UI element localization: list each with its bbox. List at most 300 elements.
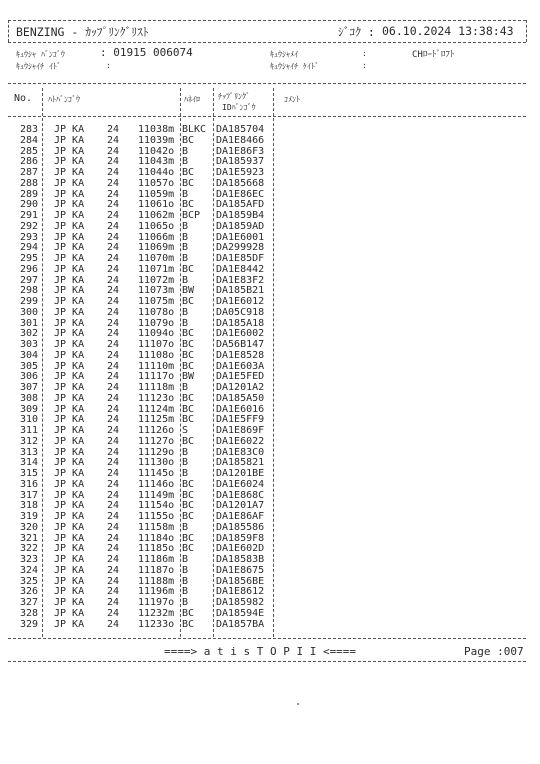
- row-feather-color: B: [182, 586, 189, 598]
- row-hato-prefix: JP KA: [54, 511, 85, 522]
- row-feather-color: BC: [182, 134, 195, 146]
- row-ring-number: 11124m: [138, 403, 175, 415]
- row-chip-id: DA1E869F: [216, 425, 265, 436]
- row-number: 289: [19, 188, 38, 200]
- row-chip-id: DA56B147: [216, 339, 265, 350]
- row-hato-prefix: JP KA: [54, 575, 85, 587]
- row-ring-number: 11039m: [138, 134, 175, 146]
- row-feather-color: B: [182, 306, 189, 318]
- row-feather-color: B: [182, 564, 189, 576]
- row-ring-number: 11108o: [138, 349, 175, 361]
- row-hato-prefix: JP KA: [54, 274, 85, 286]
- row-chip-id: DA1E86F3: [216, 145, 265, 157]
- row-feather-color: B: [182, 156, 189, 168]
- row-number: 318: [19, 500, 38, 512]
- kyushaichi-keido-label: ｷｭｳｼｬｲﾁ ｹｲﾄﾞ: [270, 62, 319, 71]
- row-hato-prefix: JP KA: [54, 317, 85, 329]
- row-number: 309: [19, 403, 38, 415]
- row-year: 24: [107, 177, 120, 189]
- row-chip-id: DA185A18: [216, 317, 265, 329]
- row-ring-number: 11185o: [138, 543, 175, 555]
- column-header-bottom-border: [8, 116, 526, 117]
- row-chip-id: DA185937: [216, 156, 265, 168]
- row-chip-id: DA1E83F2: [216, 274, 265, 286]
- kyushaichi-ido-sep: :: [106, 61, 111, 70]
- kyusha-mei-sep: :: [362, 49, 367, 58]
- row-hato-prefix: JP KA: [54, 188, 85, 200]
- row-feather-color: B: [182, 468, 189, 479]
- row-hato-prefix: JP KA: [54, 199, 85, 211]
- row-year: 24: [107, 360, 120, 372]
- row-feather-color: BC: [182, 360, 195, 372]
- row-year: 24: [107, 134, 120, 146]
- row-year: 24: [107, 414, 120, 426]
- row-feather-color: B: [182, 253, 189, 264]
- row-feather-color: B: [182, 242, 189, 254]
- row-year: 24: [107, 457, 120, 469]
- row-year: 24: [107, 274, 120, 286]
- row-number: 307: [19, 382, 38, 393]
- row-chip-id: DA1E6022: [216, 435, 265, 447]
- row-feather-color: B: [182, 231, 189, 243]
- row-feather-color: BC: [182, 177, 195, 189]
- row-hato-prefix: JP KA: [54, 403, 85, 415]
- row-number: 306: [19, 371, 38, 383]
- row-hato-prefix: JP KA: [54, 500, 85, 512]
- row-chip-id: DA1E86AF: [216, 511, 265, 522]
- row-ring-number: 11126o: [138, 425, 175, 436]
- row-ring-number: 11146o: [138, 478, 175, 490]
- row-year: 24: [107, 435, 120, 447]
- row-feather-color: BLKC: [182, 124, 207, 135]
- row-number: 327: [19, 597, 38, 608]
- row-hato-prefix: JP KA: [54, 124, 85, 135]
- row-feather-color: B: [182, 457, 189, 469]
- row-hato-prefix: JP KA: [54, 167, 85, 178]
- table-row: [0, 265, 540, 276]
- row-feather-color: BC: [182, 532, 195, 544]
- row-ring-number: 11233o: [138, 618, 175, 630]
- row-number: 299: [19, 296, 38, 307]
- row-feather-color: BW: [182, 371, 195, 383]
- header-right-border: [526, 20, 527, 42]
- time-label: ｼﾞｺｸ :: [338, 25, 375, 39]
- row-feather-color: BC: [182, 167, 195, 178]
- row-number: 291: [19, 210, 38, 221]
- row-ring-number: 11155o: [138, 511, 175, 522]
- column-comment: ｺﾒﾝﾄ: [284, 95, 300, 104]
- row-year: 24: [107, 124, 120, 135]
- row-year: 24: [107, 296, 120, 307]
- row-chip-id: DA1E83C0: [216, 446, 265, 458]
- row-hato-prefix: JP KA: [54, 328, 85, 340]
- row-year: 24: [107, 392, 120, 404]
- row-hato-prefix: JP KA: [54, 618, 85, 630]
- row-ring-number: 11197o: [138, 597, 175, 608]
- row-number: 324: [19, 564, 38, 576]
- row-hato-prefix: JP KA: [54, 532, 85, 544]
- table-row: [0, 351, 540, 362]
- row-chip-id: DA1E6002: [216, 328, 265, 340]
- table-row: [0, 394, 540, 405]
- row-ring-number: 11069m: [138, 242, 175, 254]
- row-number: 312: [19, 435, 38, 447]
- row-feather-color: BC: [182, 263, 195, 275]
- row-number: 326: [19, 586, 38, 598]
- column-no: No.: [14, 93, 33, 104]
- row-chip-id: DA1E5FED: [216, 371, 265, 383]
- row-year: 24: [107, 371, 120, 383]
- row-number: 317: [19, 489, 38, 501]
- row-feather-color: B: [182, 274, 189, 286]
- row-feather-color: BC: [182, 618, 195, 630]
- header-bottom-border: [8, 42, 526, 43]
- row-hato-prefix: JP KA: [54, 478, 85, 490]
- row-number: 310: [19, 414, 38, 426]
- row-year: 24: [107, 403, 120, 415]
- table-row: [0, 620, 540, 631]
- row-hato-prefix: JP KA: [54, 543, 85, 555]
- row-ring-number: 11044o: [138, 167, 175, 178]
- row-year: 24: [107, 618, 120, 630]
- row-chip-id: DA1E5FF9: [216, 414, 265, 426]
- time-value: 06.10.2024 13:38:43: [382, 24, 514, 38]
- row-chip-id: DA1859AD: [216, 220, 265, 232]
- row-hato-prefix: JP KA: [54, 597, 85, 608]
- row-number: 293: [19, 231, 38, 243]
- kyusha-bango-label: ｷｭｳｼｬ ﾊﾞﾝｺﾞｳ: [16, 50, 65, 59]
- row-chip-id: DA185668: [216, 177, 265, 189]
- row-number: 295: [19, 253, 38, 264]
- row-ring-number: 11184o: [138, 532, 175, 544]
- row-chip-id: DA1201A7: [216, 500, 265, 512]
- row-hato-prefix: JP KA: [54, 554, 85, 565]
- row-year: 24: [107, 220, 120, 232]
- scan-speck: [297, 703, 299, 705]
- row-number: 290: [19, 199, 38, 211]
- row-hato-prefix: JP KA: [54, 349, 85, 361]
- row-year: 24: [107, 564, 120, 576]
- row-hato-prefix: JP KA: [54, 156, 85, 168]
- table-row: [0, 308, 540, 319]
- row-chip-id: DA299928: [216, 242, 265, 254]
- row-number: 329: [19, 618, 38, 630]
- row-hato-prefix: JP KA: [54, 446, 85, 458]
- row-hato-prefix: JP KA: [54, 263, 85, 275]
- row-number: 321: [19, 532, 38, 544]
- row-hato-prefix: JP KA: [54, 607, 85, 619]
- row-chip-id: DA185704: [216, 124, 265, 135]
- row-number: 301: [19, 317, 38, 329]
- row-hato-prefix: JP KA: [54, 414, 85, 426]
- row-hato-prefix: JP KA: [54, 382, 85, 393]
- row-number: 314: [19, 457, 38, 469]
- row-chip-id: DA1201A2: [216, 382, 265, 393]
- row-number: 304: [19, 349, 38, 361]
- row-feather-color: B: [182, 145, 189, 157]
- page-number: Page :007: [464, 645, 524, 658]
- row-hato-prefix: JP KA: [54, 392, 85, 404]
- row-number: 315: [19, 468, 38, 479]
- row-feather-color: B: [182, 521, 189, 533]
- row-feather-color: B: [182, 220, 189, 232]
- row-feather-color: BC: [182, 349, 195, 361]
- row-feather-color: BC: [182, 478, 195, 490]
- row-ring-number: 11107o: [138, 339, 175, 350]
- row-ring-number: 11075m: [138, 296, 175, 307]
- row-ring-number: 11038m: [138, 124, 175, 135]
- row-number: 323: [19, 554, 38, 565]
- column-hane-iro: ﾊﾈｲﾛ: [184, 95, 200, 104]
- row-ring-number: 11127o: [138, 435, 175, 447]
- row-chip-id: DA1E5923: [216, 167, 265, 178]
- row-year: 24: [107, 167, 120, 178]
- row-chip-id: DA1E6024: [216, 478, 265, 490]
- kyusha-bango-value: : 01915 006074: [100, 46, 193, 59]
- row-chip-id: DA1E6012: [216, 296, 265, 307]
- row-number: 288: [19, 177, 38, 189]
- row-hato-prefix: JP KA: [54, 220, 85, 232]
- row-year: 24: [107, 188, 120, 200]
- row-hato-prefix: JP KA: [54, 468, 85, 479]
- row-year: 24: [107, 145, 120, 157]
- row-ring-number: 11073m: [138, 285, 175, 297]
- row-number: 284: [19, 134, 38, 146]
- row-hato-prefix: JP KA: [54, 306, 85, 318]
- row-feather-color: BC: [182, 339, 195, 350]
- row-chip-id: DA185821: [216, 457, 265, 469]
- row-ring-number: 11057o: [138, 177, 175, 189]
- report-title: BENZING - ｶｯﾌﾟﾘﾝｸﾞﾘｽﾄ: [16, 25, 149, 39]
- header-top-border: [8, 20, 526, 21]
- row-feather-color: BC: [182, 199, 195, 211]
- column-id-bango: IDﾊﾞﾝｺﾞｳ: [222, 103, 256, 112]
- row-year: 24: [107, 242, 120, 254]
- row-hato-prefix: JP KA: [54, 564, 85, 576]
- row-year: 24: [107, 285, 120, 297]
- row-chip-id: DA18583B: [216, 554, 265, 565]
- row-number: 311: [19, 425, 38, 436]
- row-ring-number: 11117o: [138, 371, 175, 383]
- row-chip-id: DA1859B4: [216, 210, 265, 221]
- row-feather-color: BC: [182, 296, 195, 307]
- ch-road-loft: CHﾛｰﾄﾞﾛﾌﾄ: [412, 50, 455, 60]
- row-ring-number: 11123o: [138, 392, 175, 404]
- column-hato-bango: ﾊﾄﾊﾞﾝｺﾞｳ: [48, 95, 80, 104]
- row-ring-number: 11094o: [138, 328, 175, 340]
- row-ring-number: 11149m: [138, 489, 175, 501]
- row-ring-number: 11059m: [138, 188, 175, 200]
- row-chip-id: DA185AFD: [216, 199, 265, 211]
- row-hato-prefix: JP KA: [54, 489, 85, 501]
- row-feather-color: B: [182, 554, 189, 565]
- row-chip-id: DA1E86EC: [216, 188, 265, 200]
- row-ring-number: 11062m: [138, 210, 175, 221]
- row-year: 24: [107, 210, 120, 221]
- row-year: 24: [107, 156, 120, 168]
- row-feather-color: BC: [182, 328, 195, 340]
- row-hato-prefix: JP KA: [54, 586, 85, 598]
- table-row: [0, 222, 540, 233]
- row-feather-color: B: [182, 575, 189, 587]
- row-year: 24: [107, 586, 120, 598]
- row-chip-id: DA1857BA: [216, 618, 265, 630]
- row-number: 305: [19, 360, 38, 372]
- row-feather-color: BC: [182, 607, 195, 619]
- row-number: 325: [19, 575, 38, 587]
- row-chip-id: DA05C918: [216, 306, 265, 318]
- row-feather-color: S: [182, 425, 189, 436]
- kyushaichi-ido-label: ｷｭｳｼｬｲﾁ ｲﾄﾞ: [16, 62, 61, 71]
- row-ring-number: 11043m: [138, 156, 175, 168]
- row-chip-id: DA1E8612: [216, 586, 265, 598]
- row-number: 296: [19, 263, 38, 275]
- row-year: 24: [107, 468, 120, 479]
- row-hato-prefix: JP KA: [54, 457, 85, 469]
- row-year: 24: [107, 532, 120, 544]
- row-year: 24: [107, 253, 120, 264]
- row-number: 320: [19, 521, 38, 533]
- row-year: 24: [107, 575, 120, 587]
- row-feather-color: B: [182, 597, 189, 608]
- row-year: 24: [107, 231, 120, 243]
- row-ring-number: 11065o: [138, 220, 175, 232]
- row-year: 24: [107, 425, 120, 436]
- row-chip-id: DA1E868C: [216, 489, 265, 501]
- row-year: 24: [107, 199, 120, 211]
- row-feather-color: BC: [182, 489, 195, 501]
- row-ring-number: 11145o: [138, 468, 175, 479]
- kyushaichi-keido-sep: :: [362, 61, 367, 70]
- row-number: 292: [19, 220, 38, 232]
- row-hato-prefix: JP KA: [54, 285, 85, 297]
- table-row: [0, 437, 540, 448]
- row-year: 24: [107, 478, 120, 490]
- row-hato-prefix: JP KA: [54, 210, 85, 221]
- row-year: 24: [107, 543, 120, 555]
- column-header-top-border: [8, 83, 526, 84]
- row-number: 302: [19, 328, 38, 340]
- row-year: 24: [107, 607, 120, 619]
- row-chip-id: DA1E603A: [216, 360, 265, 372]
- row-year: 24: [107, 317, 120, 329]
- footer-atis-top: ====> a t i s T O P I I <====: [164, 645, 357, 658]
- row-ring-number: 11187o: [138, 564, 175, 576]
- row-ring-number: 11196m: [138, 586, 175, 598]
- row-ring-number: 11061o: [138, 199, 175, 211]
- row-ring-number: 11078o: [138, 306, 175, 318]
- row-year: 24: [107, 382, 120, 393]
- row-feather-color: BC: [182, 392, 195, 404]
- row-year: 24: [107, 554, 120, 565]
- row-year: 24: [107, 339, 120, 350]
- row-number: 285: [19, 145, 38, 157]
- row-ring-number: 11158m: [138, 521, 175, 533]
- row-chip-id: DA1E6016: [216, 403, 265, 415]
- row-hato-prefix: JP KA: [54, 296, 85, 307]
- row-year: 24: [107, 489, 120, 501]
- header-left-border: [8, 20, 9, 42]
- row-chip-id: DA185A50: [216, 392, 265, 404]
- row-feather-color: BC: [182, 435, 195, 447]
- row-chip-id: DA1E85DF: [216, 253, 265, 264]
- row-number: 308: [19, 392, 38, 404]
- row-ring-number: 11118m: [138, 382, 175, 393]
- pigeon-list: [0, 125, 540, 630]
- row-hato-prefix: JP KA: [54, 242, 85, 254]
- table-row: [0, 179, 540, 190]
- footer-top-border: [8, 638, 526, 639]
- row-chip-id: DA1E8442: [216, 263, 265, 275]
- row-ring-number: 11066m: [138, 231, 175, 243]
- row-chip-id: DA1E602D: [216, 543, 265, 555]
- row-number: 286: [19, 156, 38, 168]
- row-hato-prefix: JP KA: [54, 360, 85, 372]
- row-number: 328: [19, 607, 38, 619]
- table-row: [0, 480, 540, 491]
- column-chip-ring: ﾁｯﾌﾟﾘﾝｸﾞ: [218, 92, 250, 101]
- footer-bottom-border: [8, 661, 526, 662]
- row-chip-id: DA1859F8: [216, 532, 265, 544]
- row-feather-color: B: [182, 188, 189, 200]
- row-feather-color: B: [182, 382, 189, 393]
- row-feather-color: BC: [182, 500, 195, 512]
- row-feather-color: BC: [182, 414, 195, 426]
- table-row: [0, 609, 540, 620]
- row-ring-number: 11154o: [138, 500, 175, 512]
- row-chip-id: DA1E8675: [216, 564, 265, 576]
- row-chip-id: DA185B21: [216, 285, 265, 297]
- row-number: 298: [19, 285, 38, 297]
- row-year: 24: [107, 597, 120, 608]
- row-ring-number: 11071m: [138, 263, 175, 275]
- row-feather-color: BC: [182, 511, 195, 522]
- row-chip-id: DA18594E: [216, 607, 265, 619]
- table-row: [0, 136, 540, 147]
- row-year: 24: [107, 500, 120, 512]
- row-number: 319: [19, 511, 38, 522]
- row-hato-prefix: JP KA: [54, 145, 85, 157]
- row-number: 283: [19, 124, 38, 135]
- row-ring-number: 11129o: [138, 446, 175, 458]
- row-number: 294: [19, 242, 38, 254]
- row-feather-color: BW: [182, 285, 195, 297]
- row-feather-color: B: [182, 317, 189, 329]
- row-feather-color: BC: [182, 543, 195, 555]
- row-chip-id: DA1E8466: [216, 134, 265, 146]
- row-ring-number: 11125m: [138, 414, 175, 426]
- row-chip-id: DA185982: [216, 597, 265, 608]
- row-ring-number: 11070m: [138, 253, 175, 264]
- row-ring-number: 11186m: [138, 554, 175, 565]
- row-ring-number: 11072m: [138, 274, 175, 286]
- row-hato-prefix: JP KA: [54, 231, 85, 243]
- row-hato-prefix: JP KA: [54, 339, 85, 350]
- row-chip-id: DA185586: [216, 521, 265, 533]
- row-chip-id: DA1201BE: [216, 468, 265, 479]
- row-year: 24: [107, 263, 120, 275]
- row-number: 300: [19, 306, 38, 318]
- row-number: 297: [19, 274, 38, 286]
- kyusha-mei-label: ｷｭｳｼｬﾒｲ: [270, 50, 298, 59]
- row-feather-color: B: [182, 446, 189, 458]
- row-hato-prefix: JP KA: [54, 521, 85, 533]
- row-ring-number: 11188m: [138, 575, 175, 587]
- row-hato-prefix: JP KA: [54, 425, 85, 436]
- row-hato-prefix: JP KA: [54, 435, 85, 447]
- row-year: 24: [107, 521, 120, 533]
- row-number: 313: [19, 446, 38, 458]
